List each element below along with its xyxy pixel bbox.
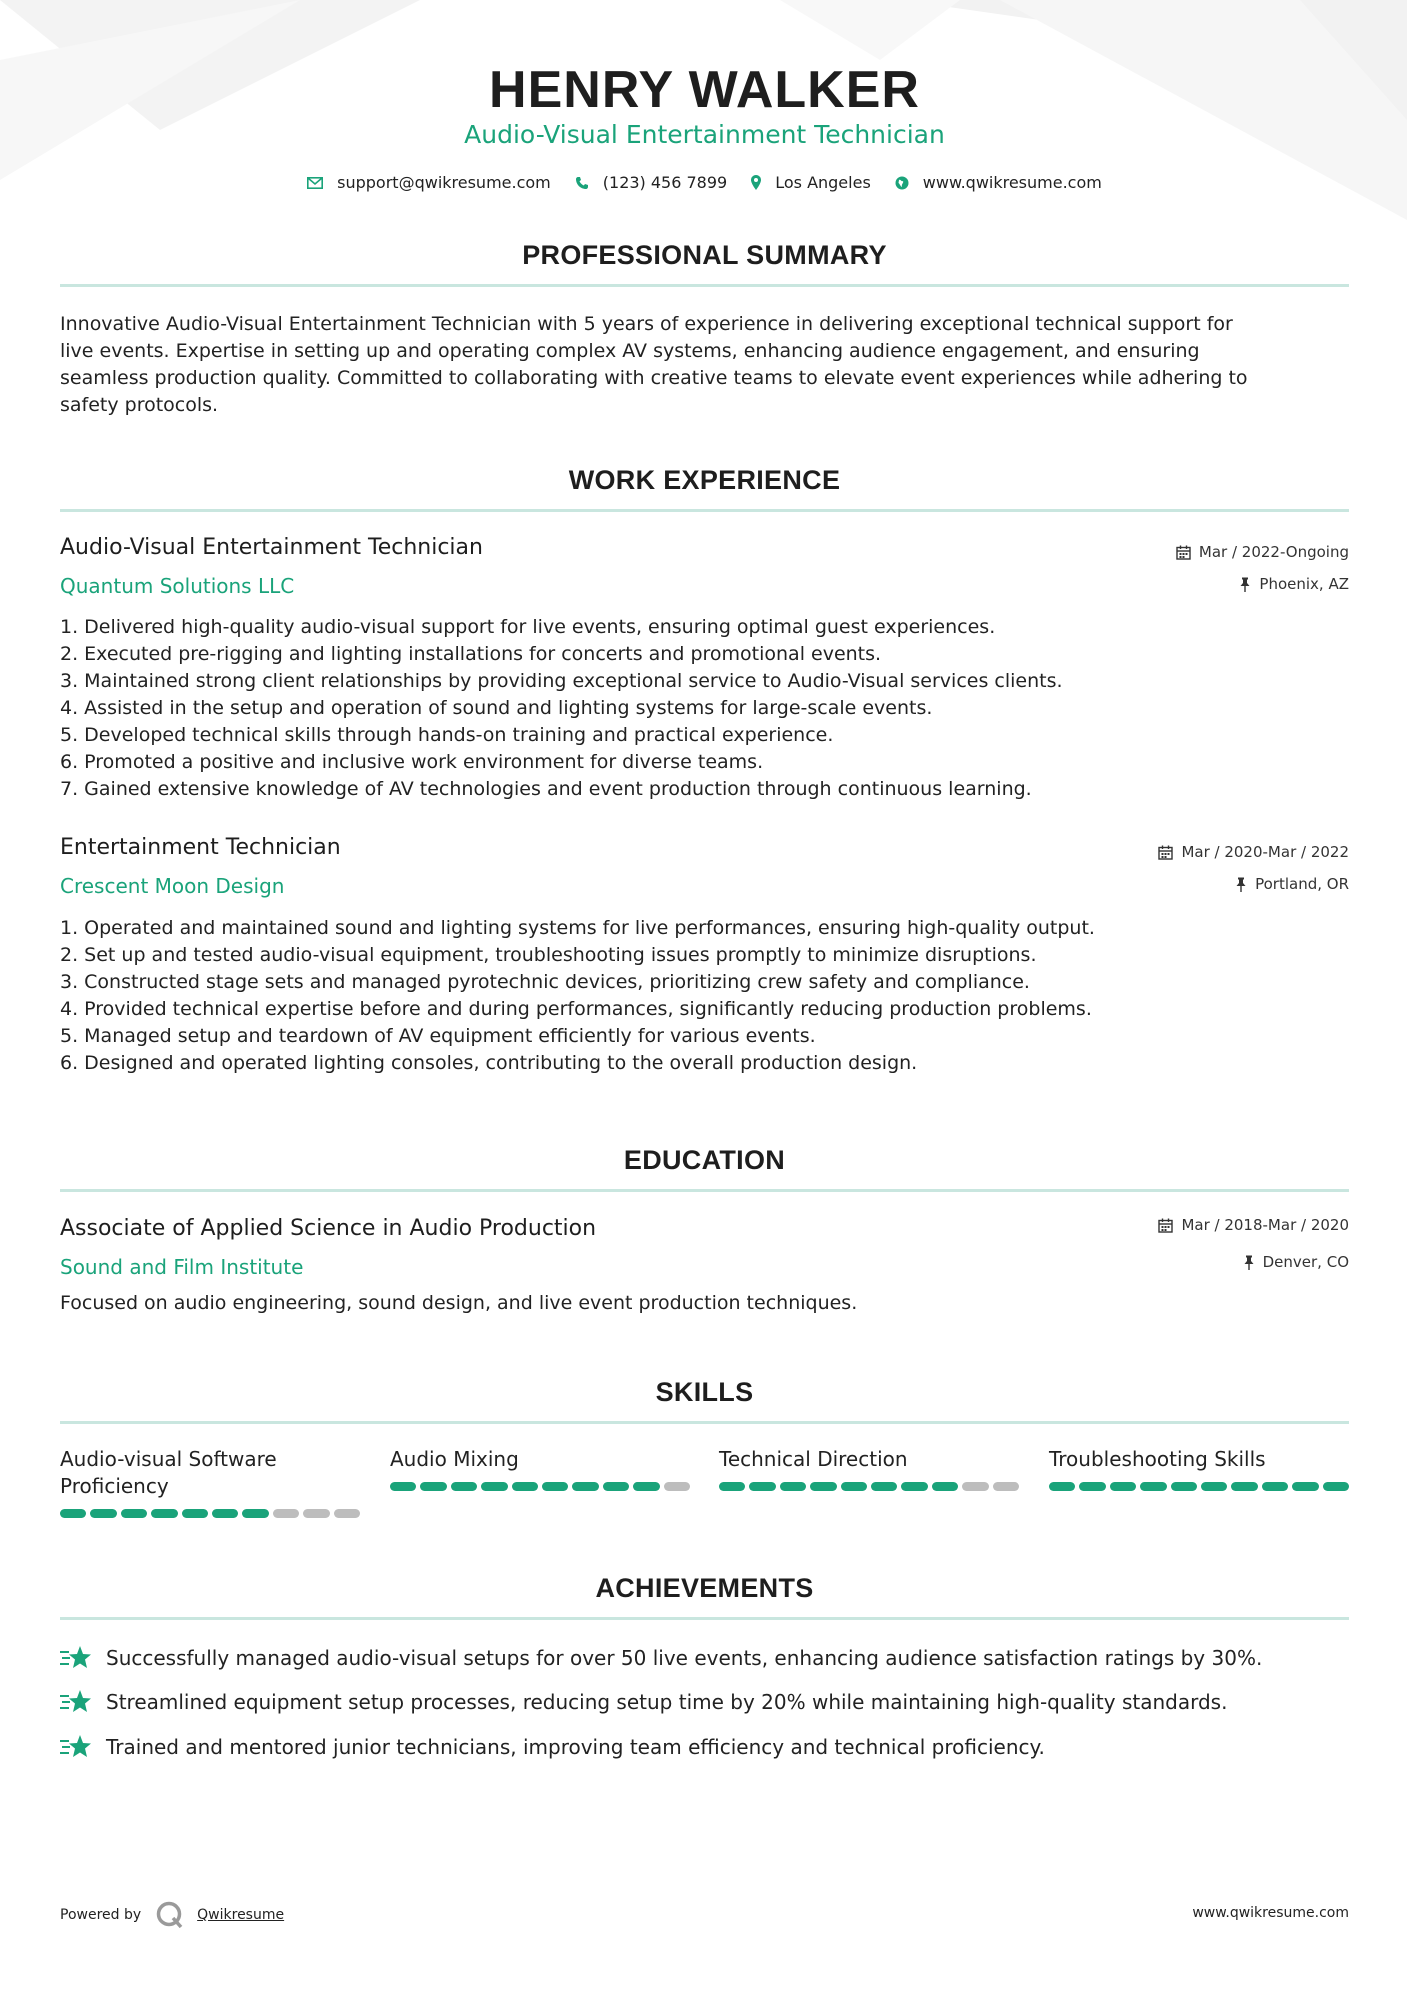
email-text: support@qwikresume.com <box>337 173 551 192</box>
skill-level-segment-filled <box>719 1482 745 1491</box>
education-location-text: Denver, CO <box>1262 1253 1349 1271</box>
job-bullet: 2. Set up and tested audio-visual equipment, troubleshooting issues promptly to minimize disruptions. <box>60 944 1037 966</box>
candidate-title: Audio-Visual Entertainment Technician <box>464 120 945 149</box>
job-location <box>1239 575 1349 593</box>
skill-item <box>1049 1446 1349 1491</box>
summary-text <box>60 311 1349 419</box>
job-bullet: 1. Delivered high-quality audio-visual support for live events, ensuring optimal guest experiences. <box>60 616 996 638</box>
skill-level-segment-filled <box>749 1482 775 1491</box>
website-text: www.qwikresume.com <box>922 173 1102 192</box>
skill-level-segment-filled <box>1171 1482 1197 1491</box>
skill-level-segment-filled <box>780 1482 806 1491</box>
skill-level-segment-empty <box>962 1482 988 1491</box>
skill-level-segment-filled <box>451 1482 477 1491</box>
job-bullets <box>60 915 1349 1077</box>
job-dates <box>1176 543 1349 561</box>
experience-divider <box>60 509 1349 512</box>
globe-icon <box>895 176 909 190</box>
candidate-name: HENRY WALKER <box>489 61 920 119</box>
skill-item <box>719 1446 1019 1491</box>
job-bullet: 7. Gained extensive knowledge of AV technologies and event production through continuous learning. <box>60 778 1032 800</box>
envelope-icon <box>307 177 323 189</box>
skill-level-segment-empty <box>303 1509 329 1518</box>
skill-level-segment-filled <box>1110 1482 1136 1491</box>
skill-level-segment-filled <box>151 1509 177 1518</box>
job-location <box>1235 875 1349 893</box>
skill-level-segment-filled <box>1140 1482 1166 1491</box>
skill-level-segment-filled <box>871 1482 897 1491</box>
job-bullet: 2. Executed pre-rigging and lighting installations for concerts and promotional events. <box>60 643 882 665</box>
pushpin-icon <box>1243 1255 1255 1270</box>
shooting-star-icon <box>60 1689 92 1715</box>
powered-by-label: Powered by <box>60 1907 142 1923</box>
map-marker-icon <box>751 175 761 190</box>
summary-line: seamless production quality. Committed to collaborating with creative teams to elevate event experiences while adhering to <box>60 367 1248 389</box>
skill-name: Technical Direction <box>719 1447 908 1471</box>
summary-heading: PROFESSIONAL SUMMARY <box>522 240 887 270</box>
education-dates-text: Mar / 2018-Mar / 2020 <box>1181 1216 1349 1234</box>
job-bullet: 6. Designed and operated lighting consoles, contributing to the overall production design. <box>60 1052 918 1074</box>
pushpin-icon <box>1235 877 1247 892</box>
skill-level-bar <box>390 1482 690 1491</box>
skill-level-bar <box>60 1509 360 1518</box>
skill-level-segment-filled <box>810 1482 836 1491</box>
skill-level-segment-filled <box>1079 1482 1105 1491</box>
summary-divider <box>60 284 1349 287</box>
education-divider <box>60 1189 1349 1192</box>
shooting-star-icon <box>60 1734 92 1760</box>
calendar-icon <box>1158 845 1173 860</box>
job-title: Entertainment Technician <box>60 835 341 860</box>
skill-level-segment-filled <box>901 1482 927 1491</box>
education-heading: EDUCATION <box>623 1145 786 1175</box>
achievement-item <box>60 1645 1262 1671</box>
skill-level-segment-filled <box>1323 1482 1349 1491</box>
skill-level-segment-filled <box>182 1509 208 1518</box>
achievement-text: Trained and mentored junior technicians, improving team efficiency and technical proficiency. <box>106 1735 1045 1759</box>
education-dates <box>1158 1216 1349 1234</box>
contact-website[interactable] <box>895 173 1102 192</box>
skill-level-segment-filled <box>60 1509 86 1518</box>
skill-level-segment-filled <box>603 1482 629 1491</box>
resume-page <box>60 0 1349 1990</box>
skills-divider <box>60 1421 1349 1424</box>
skill-level-segment-filled <box>512 1482 538 1491</box>
skill-level-bar <box>719 1482 1019 1491</box>
skill-name-line: Audio-visual Software <box>60 1447 277 1471</box>
education-location <box>1243 1253 1349 1271</box>
skill-name <box>60 1446 360 1500</box>
achievements-heading: ACHIEVEMENTS <box>595 1573 814 1603</box>
skill-name: Audio Mixing <box>390 1447 519 1471</box>
job-bullet: 4. Provided technical expertise before and during performances, significantly reducing production problems. <box>60 998 1092 1020</box>
skill-level-segment-filled <box>390 1482 416 1491</box>
skill-level-segment-filled <box>90 1509 116 1518</box>
job-bullet: 3. Maintained strong client relationships by providing exceptional service to Audio-Visual services clients. <box>60 670 1063 692</box>
job-bullet: 1. Operated and maintained sound and lighting systems for live performances, ensuring high-quality output. <box>60 917 1095 939</box>
skill-level-segment-filled <box>481 1482 507 1491</box>
location-text: Los Angeles <box>775 173 871 192</box>
job-title: Audio-Visual Entertainment Technician <box>60 535 483 560</box>
education-description: Focused on audio engineering, sound design, and live event production techniques. <box>60 1292 858 1314</box>
achievement-item <box>60 1734 1045 1760</box>
job-dates-text: Mar / 2020-Mar / 2022 <box>1181 843 1349 861</box>
phone-icon <box>575 176 589 190</box>
footer-powered-by <box>60 1900 284 1930</box>
skill-level-segment-filled <box>841 1482 867 1491</box>
calendar-icon <box>1176 545 1191 560</box>
contact-phone[interactable] <box>575 173 727 192</box>
achievement-item <box>60 1689 1227 1715</box>
job-company: Quantum Solutions LLC <box>60 574 295 598</box>
qwikresume-link[interactable]: Qwikresume <box>197 1907 285 1923</box>
skill-name: Troubleshooting Skills <box>1049 1447 1266 1471</box>
skills-heading: SKILLS <box>655 1377 754 1407</box>
job-bullets <box>60 614 1349 803</box>
skill-level-segment-filled <box>572 1482 598 1491</box>
summary-line: safety protocols. <box>60 394 219 416</box>
skill-level-segment-filled <box>1231 1482 1257 1491</box>
skill-level-segment-filled <box>1262 1482 1288 1491</box>
skill-item <box>60 1446 360 1518</box>
skill-level-segment-empty <box>273 1509 299 1518</box>
phone-text: (123) 456 7899 <box>602 173 728 192</box>
calendar-icon <box>1158 1218 1173 1233</box>
contact-location <box>751 173 871 192</box>
job-bullet: 5. Managed setup and teardown of AV equipment efficiently for various events. <box>60 1025 816 1047</box>
skill-level-segment-empty <box>334 1509 360 1518</box>
job-company: Crescent Moon Design <box>60 874 285 898</box>
skill-level-segment-filled <box>542 1482 568 1491</box>
education-school: Sound and Film Institute <box>60 1255 304 1279</box>
footer-site-link[interactable]: www.qwikresume.com <box>1192 1905 1349 1921</box>
skill-level-segment-empty <box>664 1482 690 1491</box>
contact-email[interactable] <box>307 173 551 192</box>
skill-item <box>390 1446 690 1491</box>
achievement-text: Successfully managed audio-visual setups for over 50 live events, enhancing audience satisfaction ratings by 30%. <box>106 1646 1263 1670</box>
job-dates <box>1158 843 1349 861</box>
skill-level-segment-filled <box>121 1509 147 1518</box>
skill-level-segment-filled <box>1292 1482 1318 1491</box>
skill-level-segment-filled <box>932 1482 958 1491</box>
summary-line: Innovative Audio-Visual Entertainment Technician with 5 years of experience in delivering exceptional technical support for <box>60 313 1233 335</box>
skill-name-line: Proficiency <box>60 1474 169 1498</box>
contact-bar <box>60 173 1349 192</box>
job-location-text: Portland, OR <box>1255 875 1349 893</box>
skill-level-segment-filled <box>242 1509 268 1518</box>
job-dates-text: Mar / 2022-Ongoing <box>1198 543 1349 561</box>
job-location-text: Phoenix, AZ <box>1259 575 1349 593</box>
skill-level-segment-filled <box>1049 1482 1075 1491</box>
qwikresume-logo-icon <box>155 1900 185 1930</box>
skill-level-segment-filled <box>212 1509 238 1518</box>
skill-level-segment-filled <box>420 1482 446 1491</box>
skill-level-segment-filled <box>633 1482 659 1491</box>
achievement-text: Streamlined equipment setup processes, reducing setup time by 20% while maintaining high-quality standards. <box>106 1690 1228 1714</box>
job-bullet: 6. Promoted a positive and inclusive work environment for diverse teams. <box>60 751 764 773</box>
experience-heading: WORK EXPERIENCE <box>568 465 841 495</box>
job-bullet: 4. Assisted in the setup and operation of sound and lighting systems for large-scale events. <box>60 697 933 719</box>
skill-level-bar <box>1049 1482 1349 1491</box>
shooting-star-icon <box>60 1645 92 1671</box>
skill-level-segment-empty <box>993 1482 1019 1491</box>
summary-line: live events. Expertise in setting up and operating complex AV systems, enhancing audience engagement, and ensuring <box>60 340 1200 362</box>
pushpin-icon <box>1239 577 1251 592</box>
skill-level-segment-filled <box>1201 1482 1227 1491</box>
job-bullet: 5. Developed technical skills through hands-on training and practical experience. <box>60 724 834 746</box>
job-bullet: 3. Constructed stage sets and managed pyrotechnic devices, prioritizing crew safety and compliance. <box>60 971 1030 993</box>
education-degree: Associate of Applied Science in Audio Production <box>60 1216 597 1241</box>
achievements-divider <box>60 1617 1349 1620</box>
